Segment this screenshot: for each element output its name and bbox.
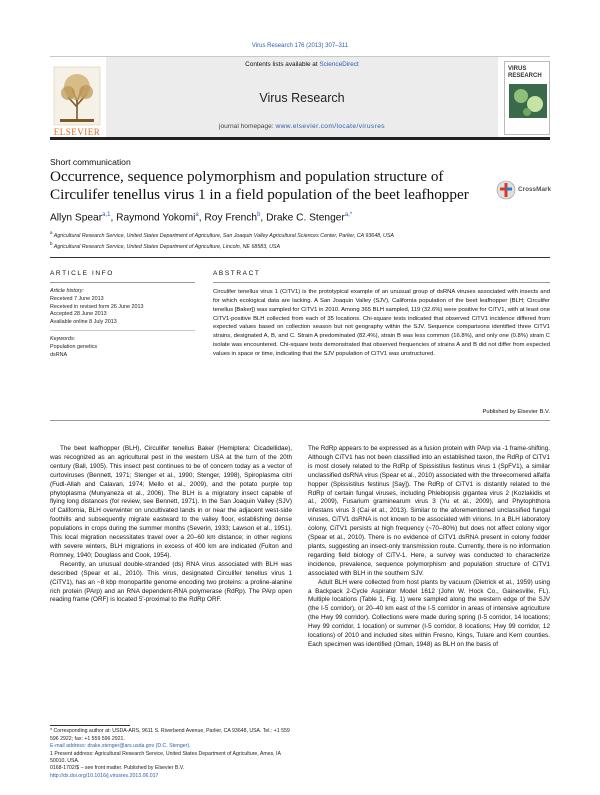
- crossmark-icon: [496, 180, 516, 200]
- author-list: Allyn Spear$^{a,1}$, Raymond Yokomi$^a$, Roy French$^b$, Drake C. Stenger$^{a,*}$: [50, 212, 353, 224]
- crossmark-label: CrossMark: [518, 186, 552, 193]
- history-item: Available online 8 July 2013: [50, 319, 117, 326]
- abstract-publisher-line: Published by Elsevier B.V.: [482, 409, 550, 415]
- journal-cover-thumbnail[interactable]: [504, 61, 550, 135]
- keywords-block: [50, 336, 195, 359]
- affiliation-text: Agricultural Research Service, United States Department of Agriculture, Lincoln, NE 68583, USA: [53, 244, 281, 251]
- affiliations: [50, 229, 550, 252]
- journal-citation[interactable]: Virus Research 176 (2013) 307–311: [251, 43, 349, 49]
- banner-center: [106, 57, 498, 137]
- body-right-column: [308, 445, 550, 650]
- cover-title: VIRUS RESEARCH: [508, 66, 542, 79]
- journal-homepage: [106, 123, 498, 130]
- affiliation-item: [50, 240, 550, 251]
- author-name[interactable]: Drake C. Stenger: [266, 212, 345, 224]
- author-marks: a,*: [344, 212, 353, 218]
- crossmark-badge[interactable]: [496, 180, 556, 200]
- section-type: Short communication: [50, 157, 131, 167]
- footnote-rule: [50, 725, 130, 726]
- author-name[interactable]: Roy French: [204, 212, 258, 224]
- header-divider: [50, 257, 550, 258]
- history-item: Received 7 June 2013: [50, 295, 104, 302]
- body-paragraph: Recently, an unusual double-stranded (ds) RNA virus associated with BLH was described (Spear et al., 2010). This virus, designated Circulifer tenellus virus 1 (CiTV1), has an ~8 kbp monopartite genome encoding two proteins: a proline-alanine rich protein (PArp) and an RNA dependent-RNA polymerase (RdRp). The PArp open reading frame (ORF) is located 5'-proximal to the RdRp ORF.: [50, 560, 292, 604]
- journal-banner: [50, 56, 550, 140]
- issn-line: 0168-1702/$ – see front matter. Published by Elsevier B.V.: [50, 765, 185, 771]
- body-paragraph: The beet leafhopper (BLH), Circulifer tenellus Baker (Hemiptera: Cicadellidae), was recognized as an agricultural pest in the western USA at the turn of the 20th century (Ball, 1905). This insect pest continues to be of concern today as a vector of curtoviruses (Bennett, 1971; Stenger et al., 1990; Stenger, 1998), Spiroplasma citri (Fudl-Allah and Calavan, 1974; Mello et al., 2009), and the potato purple top phytoplasma (Munyaneza et al., 2006). The BLH is a migratory insect capable of flying long distances (for review, see Bennett, 1971). In the San Joaquin Valley (SJV) of California, BLH overwinter on uncultivated lands in or near the adjacent west-side foothills and subsequently migrate eastward to the valley floor, establishing dense populations in crops during the summer months (Severin, 1933; Lawson et al., 1951). This local migration necessitates travel over a 20–60 km distance; in other regions with severe winters, BLH migrations in excess of 400 km are indicated (Fulton and Romney, 1940; Douglass and Cook, 1954).: [50, 445, 292, 559]
- author-name[interactable]: Allyn Spear: [50, 212, 103, 224]
- body-left-column: [50, 445, 292, 605]
- journal-name: Virus Research: [259, 91, 345, 105]
- article-info-rule: [50, 282, 195, 283]
- history-item: Received in revised form 26 June 2013: [50, 303, 144, 310]
- homepage-url-link[interactable]: www.elsevier.com/locate/virusres: [275, 123, 385, 130]
- elsevier-tree-logo[interactable]: [50, 63, 104, 137]
- contents-prefix: Contents lists available at: [245, 61, 320, 68]
- article-history: [50, 288, 195, 327]
- info-divider: [50, 330, 195, 331]
- body-paragraph: Adult BLH were collected from host plants by vacuum (Dietrick et al., 1959) using a Backpack 2-Cycle Aspirator Model 1612 (John W. Hock Co., Gainesville, FL). Multiple locations (Table 1, Fig. 1) were sampled along the western edge of the SJV (the I-5 corridor), or 20–40 km east of the I-5 corridor in areas of intensive agriculture (the Hwy 99 corridor). Collections were made during spring (I-5 corridor, 14 locations; Hwy 99 corridor, 1 location) or summer (I-5 corridor, 8 locations; Hwy 99 corridor, 12 locations) of 2010 and included sites within Fresno, Kings, Tulare and Kern counties. Each specimen was identified (Oman, 1948) as BLH on the basis of: [308, 578, 550, 648]
- cover-image-icon: [509, 84, 547, 118]
- footnotes: [50, 728, 292, 766]
- body-paragraph: The RdRp appears to be expressed as a fusion protein with PArp via -1 frame-shifting. Although CiTV1 has not been classified into an established taxon, the RdRp of CiTV1 is most closely related to the RdRp of Spissistilus festinus virus 1 (SpFV1), a similar unclassified dsRNA virus (Spear et al., 2010) associated with the threecornered alfalfa hopper (Spissistilus festinus [Say]). The RdRp of CiTV1 is distantly related to the RdRp of certain fungal viruses, including Phlebiopsis gigantea virus 2 (Kozlakidis et al., 2009), Fusarium graminearum virus 3 (Yu et al., 2009), and Phytophthora infestans virus 3 (Cai et al., 2013). Similar to the aforementioned unclassified fungal viruses, CiTV1 dsRNA is not known to be associated with virions. In a BLH laboratory colony, CiTV1 persists at high frequency (~70–80%) but does not affect colony vigor (Spear et al., 2010). There is no evidence of CiTV1 dsRNA present in colony fodder plants, suggesting an insect-only transmission route. Currently, there is no information regarding field biology of CiTV-1. Here, a survey was conducted to characterize incidence, prevalence, sequence polymorphism and population structure of CiTV1 associated with BLH in the southern SJV.: [308, 445, 550, 577]
- history-label: Article history:: [50, 288, 84, 294]
- affiliation-mark: a: [50, 230, 53, 235]
- keyword-item: Population genetics: [50, 343, 98, 350]
- author-marks: a,1: [102, 212, 111, 218]
- affiliation-item: [50, 229, 550, 240]
- elsevier-wordmark: ELSEVIER: [53, 127, 101, 137]
- article-title: Occurrence, sequence polymorphism and population structure of Circulifer tenellus virus 1 in a field population of the beet leafhopper: [50, 168, 469, 203]
- author-marks: b: [257, 212, 261, 218]
- history-item: Accepted 28 June 2013: [50, 311, 107, 318]
- keywords-label: Keywords:: [50, 336, 76, 342]
- affiliation-text: Agricultural Research Service, United States Department of Agriculture, San Joaquin Valley Agricultural Sciences Center, Parlier, CA 93648, USA: [53, 232, 394, 239]
- keyword-item: dsRNA: [50, 351, 68, 358]
- footnote-corresponding: * Corresponding author at: USDA-ARS, 9611 S. Riverbend Avenue, Parlier, CA 93648, USA. Tel.: +1 559 596 2922; fax: +1 559 596 2921.: [50, 728, 290, 742]
- abstract-rule: [213, 282, 550, 283]
- abstract-text: Circulifer tenellus virus 1 (CiTV1) is the prototypical example of an unusual group of dsRNA viruses associated with insects and for which ecological data are lacking. A San Joaquin Valley (SJV), California population of the beet leafhopper (BLH; Circulifer tenellus [Baker]) was sampled for CiTV1 in 2010. Among 365 BLH sampled, 119 (32.6%) were positive for CiTV1, with at least one CiTV1-positive BLH collected from each of 35 locations. Chi-square tests indicated that observed CiTV1 incidence differed from expected values based on collection season but not geography within the SJV. Sequence comparisons identified three CiTV1 strains, designated A, B, and C. Strain A predominated (82.4%), strain B was less common (16.8%), and only one (0.8%) strain C isolate was encountered. Chi-square tests demonstrated that observed frequencies of strains A and B did not differ from expected values in space or time, indicating that the SJV population of CiTV1 was unstructured.: [213, 289, 550, 357]
- author-marks: a: [195, 212, 199, 218]
- bottom-meta: [50, 765, 292, 780]
- sciencedirect-link[interactable]: ScienceDirect: [319, 61, 359, 68]
- contents-line: [106, 61, 498, 68]
- article-info-heading: ARTICLE INFO: [50, 270, 114, 277]
- footnote-email[interactable]: E-mail address: drake.stenger@ars.usda.gov (D.C. Stenger).: [50, 743, 191, 750]
- abstract-heading: ABSTRACT: [213, 270, 261, 277]
- doi-link[interactable]: http://dx.doi.org/10.1016/j.virusres.2013.06.017: [50, 772, 159, 779]
- affiliation-mark: b: [50, 241, 53, 247]
- abstract-bottom-rule: [50, 420, 550, 421]
- footnote-present-address: 1 Present address: Agricultural Research Service, United States Department of Agriculture, Ames, IA 50010, USA.: [50, 750, 281, 765]
- author-name[interactable]: Raymond Yokomi: [116, 212, 196, 224]
- homepage-label: journal homepage:: [219, 123, 276, 130]
